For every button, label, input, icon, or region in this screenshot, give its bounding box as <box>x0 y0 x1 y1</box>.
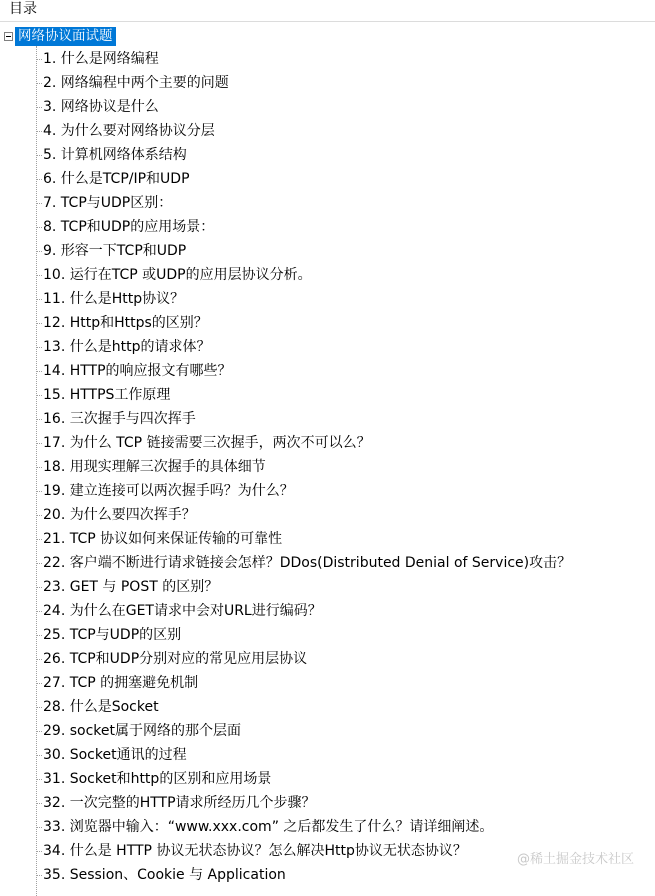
tree-item-label: 13. 什么是http的请求体？ <box>43 339 211 355</box>
tree-item-label: 15. HTTPS工作原理 <box>43 387 171 403</box>
collapse-toggle-icon[interactable] <box>4 32 13 41</box>
watermark: @稀土掘金技术社区 <box>516 852 634 867</box>
tree-branch-line <box>36 803 42 804</box>
tree-branch-line <box>36 83 42 84</box>
tree-item-label: 4. 为什么要对网络协议分层 <box>43 123 215 139</box>
tree-branch-line <box>36 731 42 732</box>
tree-item-label: 14. HTTP的响应报文有哪些？ <box>43 363 232 379</box>
tree-item-label: 26. TCP和UDP分别对应的常见应用层协议 <box>43 651 308 667</box>
tree-item-label: 35. Session、Cookie 与 Application <box>43 867 286 883</box>
tree-item-label: 7. TCP与UDP区别： <box>43 195 173 211</box>
tree-branch-line <box>36 371 42 372</box>
tree-branch-line <box>36 227 42 228</box>
tree-item-label: 33. 浏览器中输入：“www.xxx.com” 之后都发生了什么？请详细阐述。 <box>43 819 494 835</box>
tree-item-label: 31. Socket和http的区别和应用场景 <box>43 771 272 787</box>
tree-item-label: 25. TCP与UDP的区别 <box>43 627 182 643</box>
tree-item-label: 12. Http和Https的区别？ <box>43 315 208 331</box>
panel-header <box>0 0 655 22</box>
toc-tree <box>0 24 655 888</box>
tree-connector-line <box>36 46 37 896</box>
tree-branch-line <box>36 467 42 468</box>
tree-branch-line <box>36 107 42 108</box>
tree-item-label: 9. 形容一下TCP和UDP <box>43 243 187 259</box>
tree-branch-line <box>36 155 42 156</box>
tree-item-label: 17. 为什么 TCP 链接需要三次握手，两次不可以么？ <box>43 435 371 451</box>
tree-branch-line <box>36 251 42 252</box>
tree-branch-line <box>36 515 42 516</box>
panel-title: 目录 <box>9 1 37 17</box>
tree-branch-line <box>36 611 42 612</box>
tree-branch-line <box>36 707 42 708</box>
tree-item-label: 19. 建立连接可以两次握手吗？为什么？ <box>43 483 294 499</box>
tree-item-label: 32. 一次完整的HTTP请求所经历几个步骤？ <box>43 795 316 811</box>
tree-item-label: 24. 为什么在GET请求中会对URL进行编码？ <box>43 603 322 619</box>
tree-item-label: 18. 用现实理解三次握手的具体细节 <box>43 459 266 475</box>
tree-item-label: 22. 客户端不断进行请求链接会怎样？DDos(Distributed Denial of Service)攻击？ <box>43 555 572 571</box>
tree-branch-line <box>36 275 42 276</box>
tree-branch-line <box>36 683 42 684</box>
tree-item-label: 23. GET 与 POST 的区别？ <box>43 579 219 595</box>
tree-branch-line <box>36 299 42 300</box>
tree-branch-line <box>36 635 42 636</box>
tree-item-label: 5. 计算机网络体系结构 <box>43 147 187 163</box>
tree-branch-line <box>36 539 42 540</box>
tree-item-label: 34. 什么是 HTTP 协议无状态协议？怎么解决Http协议无状态协议？ <box>43 843 467 859</box>
tree-item-label: 30. Socket通讯的过程 <box>43 747 187 763</box>
tree-item-label: 29. socket属于网络的那个层面 <box>43 723 241 739</box>
tree-item-label: 1. 什么是网络编程 <box>43 51 159 67</box>
tree-branch-line <box>36 827 42 828</box>
tree-branch-line <box>36 563 42 564</box>
tree-item-label: 27. TCP 的拥塞避免机制 <box>43 675 199 691</box>
tree-branch-line <box>36 131 42 132</box>
tree-branch-line <box>36 419 42 420</box>
tree-item-label: 3. 网络协议是什么 <box>43 99 159 115</box>
tree-branch-line <box>36 851 42 852</box>
tree-branch-line <box>36 491 42 492</box>
tree-branch-line <box>36 347 42 348</box>
tree-item-label: 28. 什么是Socket <box>43 699 159 715</box>
tree-branch-line <box>36 395 42 396</box>
tree-branch-line <box>36 587 42 588</box>
tree-branch-line <box>36 875 42 876</box>
tree-root-node[interactable] <box>4 26 116 46</box>
tree-branch-line <box>36 323 42 324</box>
tree-item-label: 11. 什么是Http协议？ <box>43 291 185 307</box>
tree-branch-line <box>36 203 42 204</box>
tree-branch-line <box>36 443 42 444</box>
tree-branch-line <box>36 59 42 60</box>
tree-item-label: 8. TCP和UDP的应用场景： <box>43 219 215 235</box>
tree-item-label: 6. 什么是TCP/IP和UDP <box>43 171 190 187</box>
tree-item-label: 2. 网络编程中两个主要的问题 <box>43 75 229 91</box>
tree-branch-line <box>36 179 42 180</box>
tree-item-label: 16. 三次握手与四次挥手 <box>43 411 196 427</box>
tree-branch-line <box>36 779 42 780</box>
tree-root-label[interactable]: 网络协议面试题 <box>15 27 116 46</box>
tree-branch-line <box>36 659 42 660</box>
tree-branch-line <box>36 755 42 756</box>
tree-item-label: 20. 为什么要四次挥手？ <box>43 507 196 523</box>
tree-item-label: 21. TCP 协议如何来保证传输的可靠性 <box>43 531 283 547</box>
tree-item-label: 10. 运行在TCP 或UDP的应用层协议分析。 <box>43 267 312 283</box>
